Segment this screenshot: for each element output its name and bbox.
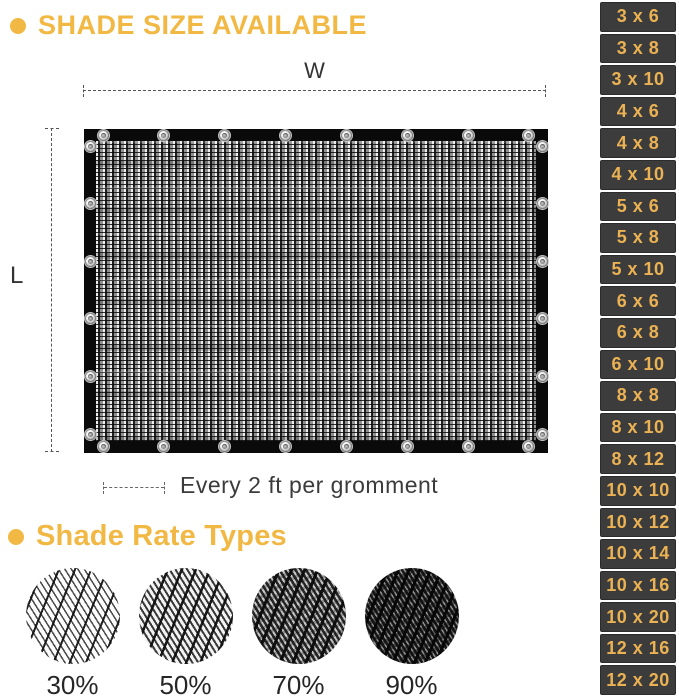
- grommet-icon: [523, 441, 534, 452]
- size-option: 4 x 8: [600, 128, 676, 158]
- size-option: 5 x 10: [600, 255, 676, 285]
- size-section-title: SHADE SIZE AVAILABLE: [38, 10, 368, 40]
- grommet-icon: [280, 441, 291, 452]
- grommet-icon: [85, 256, 96, 267]
- size-option: 10 x 10: [600, 476, 676, 506]
- grommet-icon: [85, 313, 96, 324]
- size-option: 6 x 6: [600, 286, 676, 316]
- mesh-swatch-50-icon: [139, 568, 233, 664]
- bullet-icon: [8, 529, 24, 545]
- length-dimension-line: [51, 128, 52, 452]
- size-list: [600, 2, 676, 695]
- shade-rate-label: 30%: [46, 670, 99, 698]
- grommet-icon: [219, 130, 230, 141]
- size-option: 6 x 10: [600, 350, 676, 380]
- length-dimension-label: L: [10, 262, 24, 289]
- size-option: 8 x 12: [600, 444, 676, 474]
- grommet-icon: [158, 130, 169, 141]
- grommet-icon: [98, 130, 109, 141]
- shade-rate-label: 90%: [385, 670, 438, 698]
- grommet-icon: [98, 441, 109, 452]
- bullet-icon: [10, 18, 26, 34]
- size-option: 12 x 20: [600, 665, 676, 695]
- grommet-icon: [537, 371, 548, 382]
- dimension-tick: [83, 85, 84, 97]
- shade-rate-label: 70%: [272, 670, 325, 698]
- mesh-swatch-90-icon: [365, 568, 459, 664]
- grommet-icon: [402, 441, 413, 452]
- grommet-icon: [463, 130, 474, 141]
- size-option: 6 x 8: [600, 318, 676, 348]
- grommet-icon: [219, 441, 230, 452]
- grommet-icon: [537, 256, 548, 267]
- shade-rate-item: [355, 568, 468, 698]
- size-option: 5 x 8: [600, 223, 676, 253]
- grommet-icon: [402, 130, 413, 141]
- grommet-icon: [537, 429, 548, 440]
- dimension-tick: [545, 85, 546, 97]
- size-option: 10 x 20: [600, 602, 676, 632]
- mesh-swatch-70-icon: [252, 568, 346, 664]
- grommet-icon: [341, 441, 352, 452]
- width-dimension-label: W: [304, 58, 325, 83]
- grommet-icon: [85, 371, 96, 382]
- size-option: 10 x 16: [600, 571, 676, 601]
- grommet-icon: [463, 441, 474, 452]
- shade-rate-item: [16, 568, 129, 698]
- size-section-header: [10, 12, 367, 39]
- shade-rate-item: [242, 568, 355, 698]
- grommet-spacing-bracket: [103, 482, 165, 494]
- size-option: 4 x 10: [600, 160, 676, 190]
- size-option: 3 x 10: [600, 65, 676, 95]
- grommet-icon: [85, 198, 96, 209]
- rate-section-title: Shade Rate Types: [36, 520, 287, 552]
- shade-mesh-texture: [96, 141, 536, 441]
- grommet-icon: [537, 141, 548, 152]
- shade-rate-item: [129, 568, 242, 698]
- grommet-icon: [537, 198, 548, 209]
- size-option: 10 x 14: [600, 539, 676, 569]
- grommet-icon: [341, 130, 352, 141]
- shade-rate-row: [16, 568, 468, 698]
- size-option: 8 x 10: [600, 413, 676, 443]
- dimension-tick: [45, 451, 59, 452]
- shade-net-diagram: [84, 129, 548, 453]
- size-option: 4 x 6: [600, 97, 676, 127]
- size-option: 5 x 6: [600, 192, 676, 222]
- size-option: 12 x 16: [600, 634, 676, 664]
- grommet-icon: [537, 313, 548, 324]
- size-option: 10 x 12: [600, 508, 676, 538]
- grommet-icon: [85, 141, 96, 152]
- shade-rate-label: 50%: [159, 670, 212, 698]
- mesh-swatch-30-icon: [26, 568, 120, 664]
- grommet-icon: [158, 441, 169, 452]
- grommet-spacing-note: Every 2 ft per gromment: [180, 472, 439, 498]
- size-option: 8 x 8: [600, 381, 676, 411]
- size-option: 3 x 6: [600, 2, 676, 32]
- grommet-icon: [85, 429, 96, 440]
- size-option: 3 x 8: [600, 34, 676, 64]
- rate-section-header: [8, 522, 287, 551]
- grommet-icon: [280, 130, 291, 141]
- width-dimension-line: [83, 90, 546, 91]
- dimension-tick: [45, 128, 59, 129]
- grommet-icon: [523, 130, 534, 141]
